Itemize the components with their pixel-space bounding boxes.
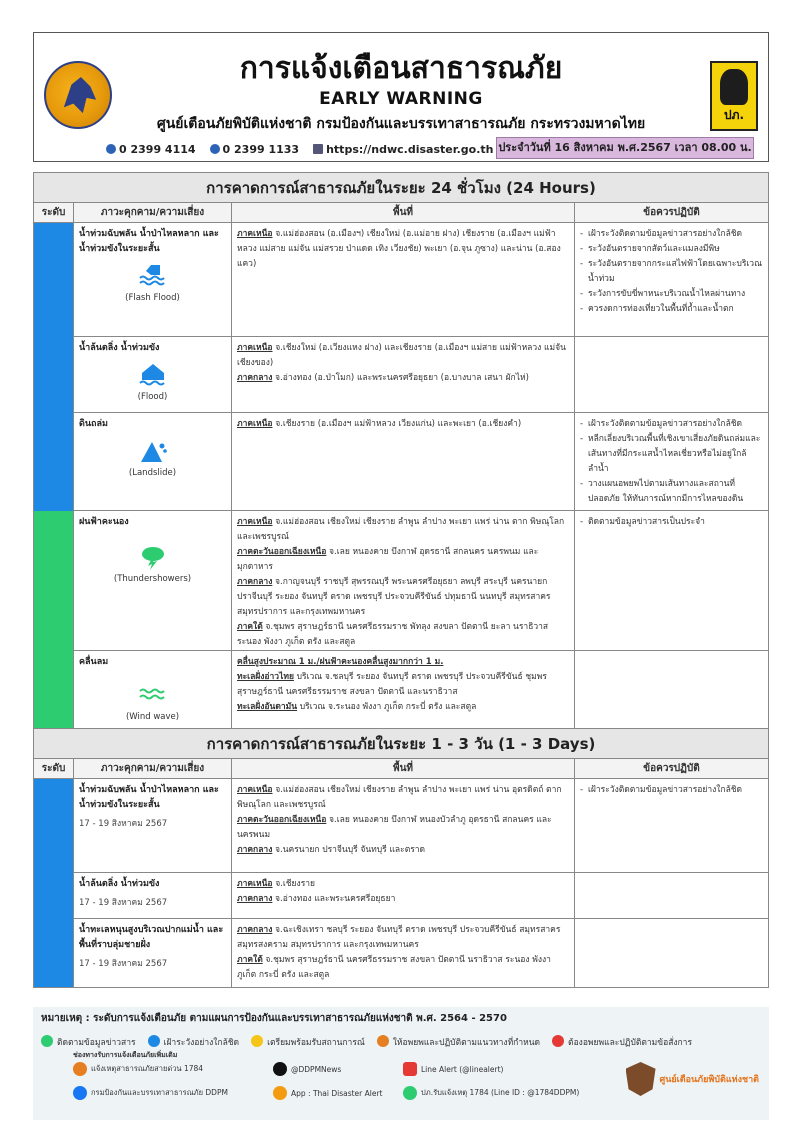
line-icon [403, 1086, 417, 1100]
area-cell [232, 413, 575, 510]
level-bar-green [34, 511, 74, 737]
hazard-name: น้ำท่วมฉับพลัน น้ำป่าไหลหลาก และน้ำท่วมขังในระยะสั้น [79, 785, 219, 810]
line-alert-icon [403, 1062, 417, 1076]
channel-label: Line Alert (@linealert) [421, 1064, 504, 1074]
hazard-name: น้ำล้นตลิ่ง น้ำท่วมขัง [79, 879, 160, 889]
legend-label: ให้อพยพและปฏิบัติตามแนวทางที่กำหนด [392, 1038, 541, 1048]
action-item: - ติดตามข้อมูลข่าวสารเป็นประจำ [580, 515, 763, 530]
flash-flood-icon [138, 263, 168, 289]
action-cell [575, 873, 768, 918]
action-item: - ระวังการขับขี่พาหนะบริเวณน้ำไหลผ่านทาง [580, 287, 763, 302]
hazard-date: 17 - 19 สิงหาคม 2567 [79, 959, 168, 969]
action-item: - วางแผนอพยพไปตามเส้นทางและสถานที่ปลอดภัย ให้ทันการณ์หากมีการไหลของดิน [580, 477, 763, 507]
region-label: ภาคเหนือ [237, 785, 273, 795]
area-cell [232, 337, 575, 412]
col-hazard: ภาวะคุกคาม/ความเสี่ยง [74, 203, 232, 222]
issue-date-badge: ประจำวันที่ 16 สิงหาคม พ.ศ.2567 เวลา 08.00 น. [496, 137, 754, 159]
area-text: จ.เชียงราย (อ.เมืองฯ แม่ฟ้าหลวง เวียงแก่น) และพะเยา (อ.เชียงคำ) [272, 419, 522, 429]
area-text: จ.เชียงราย [272, 879, 316, 889]
action-cell [575, 651, 768, 737]
channel-facebook[interactable] [73, 1086, 273, 1100]
hazard-name: น้ำทะเลหนุนสูงบริเวณปากแม่น้ำ และพื้นที่ราบลุ่มชายฝั่ง [79, 925, 224, 950]
area-cell [232, 511, 575, 650]
region-label: ทะเลฝั่งอันดามัน [237, 702, 298, 712]
col-level: ระดับ [34, 203, 74, 222]
legend-items [41, 1035, 692, 1049]
channel-hotline[interactable] [73, 1062, 273, 1076]
rows-3day [34, 779, 768, 987]
header [33, 32, 769, 162]
channel-label: ปภ.รับแจ้งเหตุ 1784 (Line ID : @1784DDPM) [421, 1088, 580, 1097]
action-cell [575, 413, 768, 510]
channel-label: กรมป้องกันและบรรเทาสาธารณภัย DDPM [91, 1088, 228, 1097]
hazard-english: (Thundershowers) [113, 574, 192, 584]
red-level-dot-icon [552, 1035, 564, 1047]
col-area: พื้นที่ [232, 203, 575, 222]
landslide-icon [138, 438, 168, 464]
warning-sheet [33, 32, 769, 1048]
phone-icon [73, 1062, 87, 1076]
wind-wave-icon [138, 682, 168, 708]
hazard-english: (Wind wave) [125, 712, 180, 722]
channel-line[interactable] [403, 1086, 613, 1100]
table-row [34, 337, 768, 413]
action-cell [575, 779, 768, 872]
table-row [34, 413, 768, 511]
page-subtitle: EARLY WARNING [319, 89, 483, 109]
ndwc-logo [626, 1062, 759, 1096]
col-level: ระดับ [34, 759, 74, 778]
action-cell [575, 337, 768, 412]
hazard-english: (Flood) [137, 392, 168, 402]
region-label: ภาคเหนือ [237, 343, 273, 353]
area-text: จ.กาญจนบุรี ราชบุรี สุพรรณบุรี พระนครศรีอยุธยา ลพบุรี สระบุรี นครนายก ปราจีนบุรี ระยอง จันทบุรี ตราด เพชรบุรี ประจวบคีรีขันธ์ ปทุมธานี นนทบุรี สมุทรสาคร สมุทรปราการ และกรุงเทพมหานคร [237, 577, 551, 617]
rows-24h [34, 223, 768, 737]
hazard-name: ฝนฟ้าคะนอง [79, 517, 129, 527]
phone-number-2: 0 2399 1133 [222, 143, 300, 156]
blue-level-dot-icon [148, 1035, 160, 1047]
legend-label: เฝ้าระวังอย่างใกล้ชิด [163, 1038, 240, 1048]
legend-item-red [552, 1035, 692, 1049]
facebook-icon [73, 1086, 87, 1100]
area-text: จ.แม่ฮ่องสอน เชียงใหม่ เชียงราย ลำพูน ลำปาง พะเยา แพร่ น่าน ตาก พิษณุโลก และเพชรบูรณ์ [237, 517, 565, 542]
region-label: ภาคกลาง [237, 894, 273, 904]
green-level-dot-icon [41, 1035, 53, 1047]
area-text: บริเวณ จ.ชลบุรี ระยอง จันทบุรี ตราด เพชรบุรี ประจวบคีรีขันธ์ ชุมพร สุราษฎร์ธานี นครศรีธรรมราช สงขลา ปัตตานี และนราธิวาส [237, 672, 547, 697]
region-label: ภาคเหนือ [237, 517, 273, 527]
action-item: - หลีกเลี่ยงบริเวณพื้นที่เชิงเขาเสี่ยงภัยดินถล่มและเส้นทางที่มีกระแสน้ำไหลเชี่ยวหรือไม่อยู่ใกล้ลำน้ำ [580, 432, 763, 477]
area-text: จ.อ่างทอง และพระนครศรีอยุธยา [272, 894, 396, 904]
area-text: จ.อ่างทอง (อ.ป่าโมก) และพระนครศรีอยุธยา (อ.บางบาล เสนา ผักไห่) [272, 373, 529, 383]
fax-icon [210, 144, 220, 154]
area-cell [232, 873, 575, 918]
level-bar-blue [34, 223, 74, 511]
channel-app[interactable] [273, 1086, 403, 1100]
x-icon [273, 1062, 287, 1076]
column-header [34, 203, 768, 223]
ndwc-logo-text: ศูนย์เตือนภัยพิบัติแห่งชาติ [659, 1075, 759, 1085]
channel-label: @DDPMNews [291, 1064, 342, 1074]
section-title-3day: การคาดการณ์สาธารณภัยในระยะ 1 - 3 วัน (1 - 3 Days) [34, 729, 768, 759]
col-area: พื้นที่ [232, 759, 575, 778]
legend-note: หมายเหตุ : ระดับการแจ้งเตือนภัย ตามแผนการป้องกันและบรรเทาสาธารณภัยแห่งชาติ พ.ศ. 2564 - 2570 [41, 1013, 507, 1024]
region-label: ภาคใต้ [237, 955, 263, 965]
ndwc-emblem-icon [626, 1062, 656, 1096]
table-row [34, 779, 768, 873]
app-icon [273, 1086, 287, 1100]
region-label: ภาคตะวันออกเฉียงเหนือ [237, 547, 327, 557]
wave-height-label: คลื่นสูงประมาณ 1 ม./ฝนฟ้าคะนองคลื่นสูงมากกว่า 1 ม. [237, 657, 444, 667]
region-label: ภาคกลาง [237, 373, 273, 383]
legend-item-yellow [251, 1035, 365, 1049]
area-cell [232, 779, 575, 872]
column-header [34, 759, 768, 779]
legend-item-green [41, 1035, 136, 1049]
flood-icon [138, 362, 168, 388]
area-text: จ.เชียงใหม่ (อ.เวียงแหง ฝาง) และเชียงราย (อ.เมืองฯ แม่สาย แม่ฟ้าหลวง แม่จัน เชียงของ) [237, 343, 566, 368]
hazard-name: น้ำท่วมฉับพลัน น้ำป่าไหลหลาก และน้ำท่วมขังในระยะสั้น [79, 229, 219, 254]
area-text: จ.ฉะเชิงเทรา ชลบุรี ระยอง จันทบุรี ตราด เพชรบุรี ประจวบคีรีขันธ์ สมุทรสาคร สมุทรสงคราม สมุทรปราการ และกรุงเทพมหานคร [237, 925, 561, 950]
ddpm-logo-text: ปภ. [723, 108, 745, 122]
agency-name: ศูนย์เตือนภัยพิบัติแห่งชาติ กรมป้องกันและบรรเทาสาธารณภัย กระทรวงมหาดไทย [156, 116, 646, 132]
region-label: ภาคเหนือ [237, 419, 273, 429]
region-label: ทะเลฝั่งอ่าวไทย [237, 672, 294, 682]
action-cell [575, 511, 768, 650]
website-url: https://ndwc.disaster.go.th [326, 143, 494, 156]
hazard-name: น้ำล้นตลิ่ง น้ำท่วมขัง [79, 343, 160, 353]
col-hazard: ภาวะคุกคาม/ความเสี่ยง [74, 759, 232, 778]
website-link[interactable] [313, 143, 493, 156]
area-text: จ.แม่ฮ่องสอน (อ.เมืองฯ) เชียงใหม่ (อ.แม่อาย ฝาง) เชียงราย (อ.เมืองฯ แม่ฟ้าหลวง แม่สาย แม่จัน แม่สรวย ป่าแดด เทิง เวียงชัย) พะเยา (อ.จุน ภูซาง) และน่าน (อ.สองแคว) [237, 229, 561, 269]
area-text: จ.นครนายก ปราจีนบุรี จันทบุรี และตราด [272, 845, 426, 855]
orange-level-dot-icon [377, 1035, 389, 1047]
channels-panel [33, 1048, 769, 1120]
action-item: - เฝ้าระวังติดตามข้อมูลข่าวสารอย่างใกล้ชิด [580, 227, 763, 242]
channel-label: แจ้งเหตุสาธารณภัยสายด่วน 1784 [91, 1064, 204, 1073]
action-item: - เฝ้าระวังติดตามข้อมูลข่าวสารอย่างใกล้ชิด [580, 417, 763, 432]
area-text: จ.ชุมพร สุราษฎร์ธานี นครศรีธรรมราช สงขลา ปัตตานี นราธิวาส ระนอง พังงา ภูเก็ต กระบี่ ตรัง และสตูล [237, 955, 551, 980]
hazard-name: ดินถล่ม [79, 419, 108, 429]
action-cell [575, 919, 768, 987]
phone-icon [106, 144, 116, 154]
hazard-date: 17 - 19 สิงหาคม 2567 [79, 819, 168, 829]
table-row [34, 511, 768, 651]
table-row [34, 223, 768, 337]
action-cell [575, 223, 768, 336]
section-title-24h: การคาดการณ์สาธารณภัยในระยะ 24 ชั่วโมง (24 Hours) [34, 173, 768, 203]
legend-label: เตรียมพร้อมรับสถานการณ์ [267, 1038, 365, 1048]
area-cell [232, 651, 575, 737]
area-text: จ.เลย หนองคาย บึงกาฬ อุดรธานี สกลนคร นครพนม และมุกดาหาร [237, 547, 539, 572]
area-text: จ.ชุมพร สุราษฎร์ธานี นครศรีธรรมราช พัทลุง สงขลา ปัตตานี ยะลา นราธิวาส ระนอง พังงา ภูเก็ต ตรัง และสตูล [237, 622, 549, 647]
area-text: บริเวณ จ.ระนอง พังงา ภูเก็ต กระบี่ ตรัง และสตูล [297, 702, 477, 712]
table-row [34, 651, 768, 737]
region-label: ภาคกลาง [237, 577, 273, 587]
web-icon [313, 144, 323, 154]
channel-x[interactable] [273, 1062, 403, 1076]
forecast-3day-section [33, 728, 769, 988]
table-row [34, 873, 768, 919]
yellow-level-dot-icon [251, 1035, 263, 1047]
area-text: จ.แม่ฮ่องสอน เชียงใหม่ เชียงราย ลำพูน ลำปาง พะเยา แพร่ น่าน อุตรดิตถ์ ตาก พิษณุโลก และเพชรบูรณ์ [237, 785, 562, 810]
region-label: ภาคเหนือ [237, 229, 273, 239]
col-action: ข้อควรปฏิบัติ [643, 763, 700, 774]
channel-line-alert[interactable] [403, 1062, 613, 1076]
region-label: ภาคใต้ [237, 622, 263, 632]
channels-title: ช่องทางรับการแจ้งเตือนภัยเพิ่มเติม [73, 1051, 178, 1059]
action-item: - ระวังอันตรายจากกระแสไฟฟ้าโดยเฉพาะบริเวณน้ำท่วม [580, 257, 763, 287]
action-item: - เฝ้าระวังติดตามข้อมูลข่าวสารอย่างใกล้ชิด [580, 783, 763, 798]
phone-contact-1[interactable] [106, 143, 196, 156]
region-label: ภาคกลาง [237, 845, 273, 855]
contact-bar [106, 143, 493, 156]
legend-label: ต้องอพยพและปฏิบัติตามข้อสั่งการ [568, 1038, 693, 1048]
hazard-date: 17 - 19 สิงหาคม 2567 [79, 898, 168, 908]
hazard-english: (Landslide) [128, 468, 177, 478]
area-cell [232, 223, 575, 336]
region-label: ภาคเหนือ [237, 879, 273, 889]
col-action: ข้อควรปฏิบัติ [643, 207, 700, 218]
phone-contact-2[interactable] [210, 143, 300, 156]
forecast-24h-section [33, 172, 769, 738]
channels-list [73, 1062, 613, 1100]
action-item: - ควรงดการท่องเที่ยวในพื้นที่ถ้ำและน้ำตก [580, 302, 763, 317]
area-text: จ.เลย หนองคาย บึงกาฬ หนองบัวลำภู อุดรธานี สกลนคร และนครพนม [237, 815, 552, 840]
region-label: ภาคกลาง [237, 925, 273, 935]
channel-label: App : Thai Disaster Alert [291, 1088, 383, 1098]
region-label: ภาคตะวันออกเฉียงเหนือ [237, 815, 327, 825]
legend-item-blue [148, 1035, 240, 1049]
page-title: การแจ้งเตือนสาธารณภัย [239, 51, 563, 86]
level-bar-blue [34, 779, 74, 987]
phone-number-1: 0 2399 4114 [119, 143, 196, 156]
table-row [34, 919, 768, 987]
hazard-name: คลื่นลม [79, 657, 109, 667]
legend-item-orange [377, 1035, 540, 1049]
area-cell [232, 919, 575, 987]
legend-label: ติดตามข้อมูลข่าวสาร [57, 1038, 136, 1048]
hazard-english: (Flash Flood) [125, 293, 180, 303]
action-item: - ระวังอันตรายจากสัตว์และแมลงมีพิษ [580, 242, 763, 257]
thundershower-icon [138, 544, 168, 570]
